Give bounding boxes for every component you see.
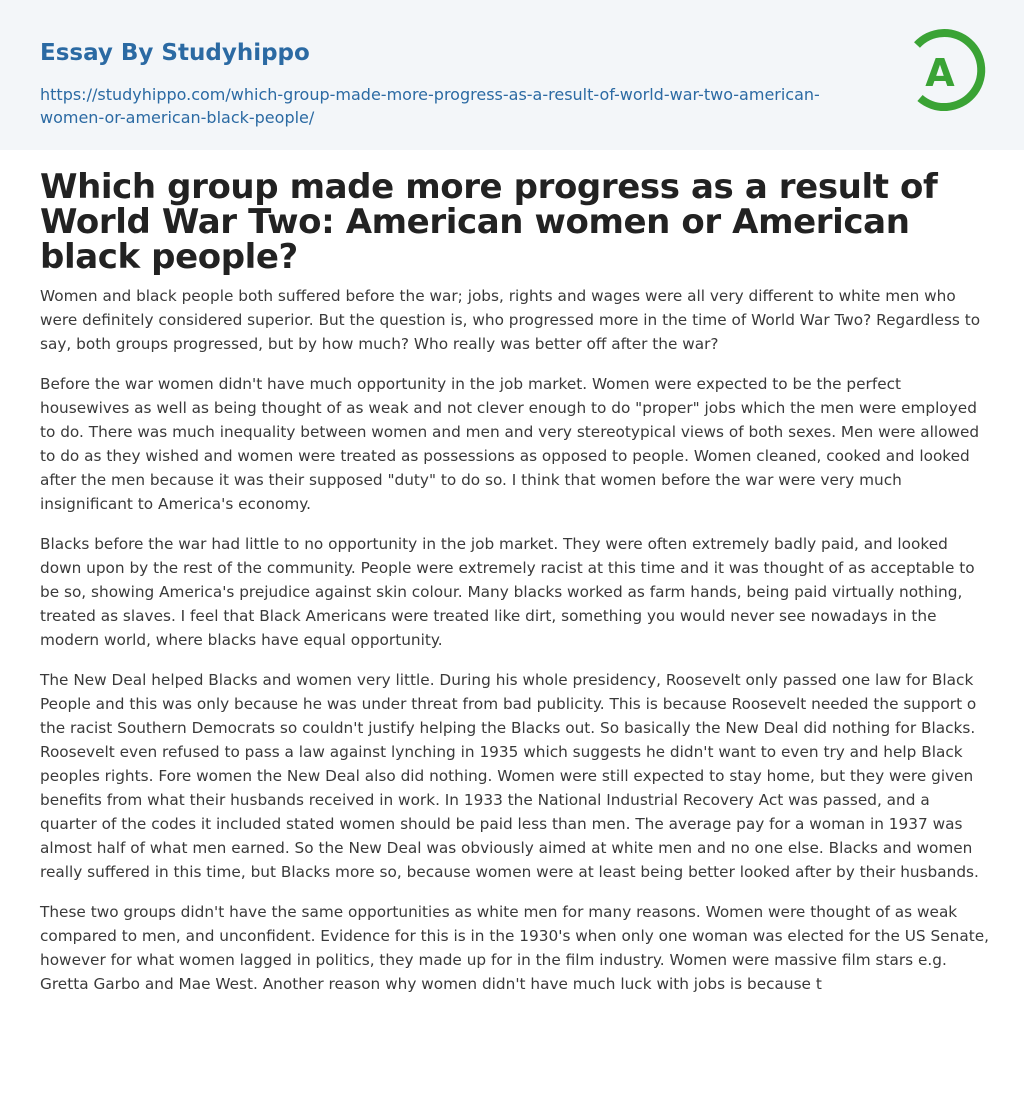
essay-url-link[interactable]: https://studyhippo.com/which-group-made-more-progress-as-a-result-of-world-war-two-american-women-or-american-black-people/	[40, 85, 820, 127]
logo-letter: A	[925, 51, 955, 95]
site-brand[interactable]: Essay By Studyhippo	[40, 40, 310, 66]
essay-paragraph: Women and black people both suffered before the war; jobs, rights and wages were all very different to white men who were definitely considered superior. But the question is, who progressed more in the time of World War Two? Regardless to say, both groups progressed, but by how much? Who really was better off after the war?	[40, 287, 981, 353]
essay-title: Which group made more progress as a result of World War Two: American women or American black people?	[40, 167, 938, 277]
essay-paragraph: These two groups didn't have the same opportunities as white men for many reasons. Women were thought of as weak compared to men, and unconfident. Evidence for this is in the 1930's when only one woman was elected for the US Senate, however for what women lagged in politics, they made up for in the film industry. Women were massive film stars e.g. Gretta Garbo and Mae West. Another reason why women didn't have much luck with jobs is because t	[40, 903, 989, 993]
essay-body	[40, 284, 990, 1012]
essay-paragraph: Blacks before the war had little to no opportunity in the job market. They were often extremely badly paid, and looked down upon by the rest of the community. People were extremely racist at this time and it was thought of as acceptable to be so, showing America's prejudice against skin colour. Many blacks worked as farm hands, being paid virtually nothing, treated as slaves. I feel that Black Americans were treated like dirt, something you would never see nowadays in the modern world, where blacks have equal opportunity.	[40, 535, 975, 649]
site-header	[0, 0, 1024, 150]
logo-ring-icon	[905, 28, 989, 116]
studyhippo-logo[interactable]	[905, 28, 989, 116]
essay-paragraph: The New Deal helped Blacks and women very little. During his whole presidency, Roosevelt only passed one law for Black People and this was only because he was under threat from bad publicity. This is because Roosevelt needed the support o the racist Southern Democrats so couldn't justify helping the Blacks out. So basically the New Deal did nothing for Blacks. Roosevelt even refused to pass a law against lynching in 1935 which suggests he didn't want to even try and help Black peoples rights. Fore women the New Deal also did nothing. Women were still expected to stay home, but they were given benefits from what their husbands received in work. In 1933 the National Industrial Recovery Act was passed, and a quarter of the codes it included stated women should be paid less than men. The average pay for a woman in 1937 was almost half of what men earned. So the New Deal was obviously aimed at white men and no one else. Blacks and women really suffered in this time, but Blacks more so, because women were at least being better looked after by their husbands.	[40, 671, 979, 881]
essay-paragraph: Before the war women didn't have much opportunity in the job market. Women were expected to be the perfect housewives as well as being thought of as weak and not clever enough to do "proper" jobs which the men were employed to do. There was much inequality between women and men and very stereotypical views of both sexes. Men were allowed to do as they wished and women were treated as possessions as opposed to people. Women cleaned, cooked and looked after the men because it was their supposed "duty" to do so. I think that women before the war were very much insignificant to America's economy.	[40, 375, 980, 513]
